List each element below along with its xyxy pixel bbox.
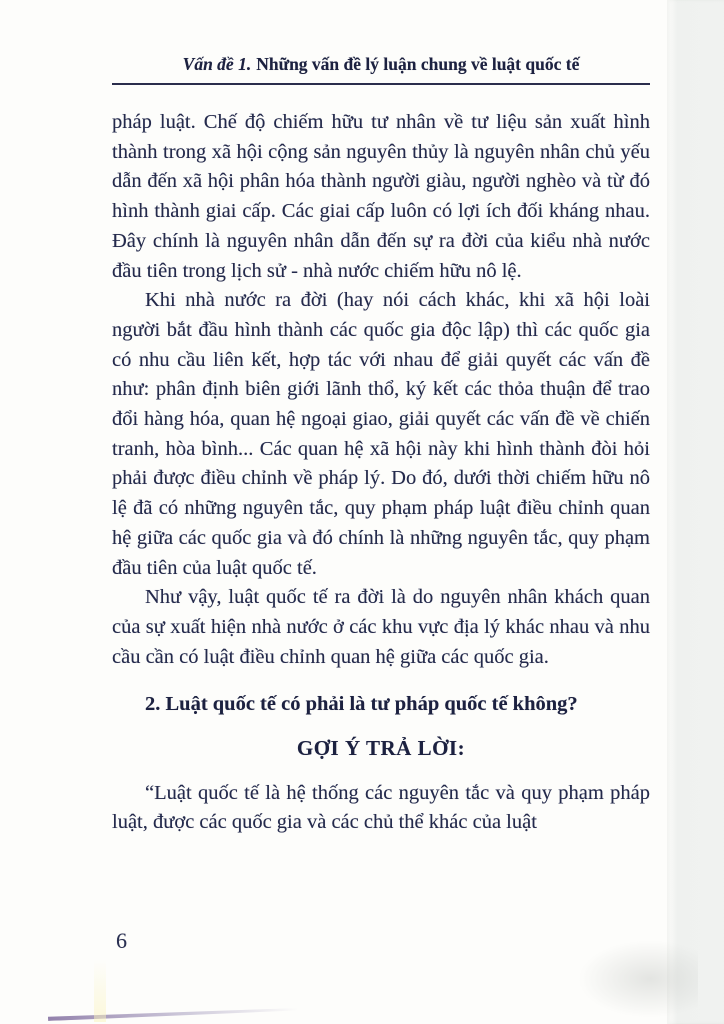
running-header bbox=[112, 52, 650, 85]
paragraph: Như vậy, luật quốc tế ra đời là do nguyên nhân khách quan của sự xuất hiện nhà nước ở các khu vực địa lý khác nhau và nhu cầu cần có luật điều chỉnh quan hệ giữa các quốc gia. bbox=[112, 586, 650, 668]
scan-smudge bbox=[578, 940, 698, 1018]
body-text bbox=[112, 108, 650, 838]
running-header-chapter-label: Vấn đề 1. bbox=[182, 54, 252, 74]
paragraph: “Luật quốc tế là hệ thống các nguyên tắc và quy phạm pháp luật, được các quốc gia và các chủ thể khác của luật bbox=[112, 781, 650, 834]
paragraph: Khi nhà nước ra đời (hay nói cách khác, khi xã hội loài người bắt đầu hình thành các quốc gia độc lập) thì các quốc gia có nhu cầu liên kết, hợp tác với nhau để giải quyết các vấn đề như: phân định biên giới lãnh thổ, ký kết các thỏa thuận để trao đổi hàng hóa, quan hệ ngoại giao, giải quyết các vấn đề về chiến tranh, hòa bình... Các quan hệ xã hội này khi hình thành đòi hỏi phải được điều chỉnh về pháp lý. Do đó, dưới thời chiếm hữu nô lệ đã có những nguyên tắc, quy phạm pháp luật điều chỉnh quan hệ giữa các quốc gia và đó chính là những nguyên tắc, quy phạm đầu tiên của luật quốc tế. bbox=[112, 289, 650, 579]
page-edge-shadow bbox=[667, 0, 724, 1024]
scan-artifact-line bbox=[48, 1008, 298, 1021]
scan-edge-tint bbox=[94, 960, 106, 1022]
page-content bbox=[112, 52, 650, 838]
page-number: 6 bbox=[116, 928, 127, 953]
answer-heading: GỢI Ý TRẢ LỜI: bbox=[296, 736, 466, 761]
running-header-title: Những vấn đề lý luận chung về luật quốc tế bbox=[256, 54, 580, 74]
paragraph: pháp luật. Chế độ chiếm hữu tư nhân về tư liệu sản xuất hình thành trong xã hội cộng sản nguyên thủy là nguyên nhân chủ yếu dẫn đến xã hội phân hóa thành người giàu, người nghèo và từ đó hình thành giai cấp. Các giai cấp luôn có lợi ích đối kháng nhau. Đây chính là nguyên nhân dẫn đến sự ra đời của kiểu nhà nước đầu tiên trong lịch sử - nhà nước chiếm hữu nô lệ. bbox=[112, 111, 650, 282]
section-heading: 2. Luật quốc tế có phải là tư pháp quốc tế không? bbox=[145, 693, 578, 716]
